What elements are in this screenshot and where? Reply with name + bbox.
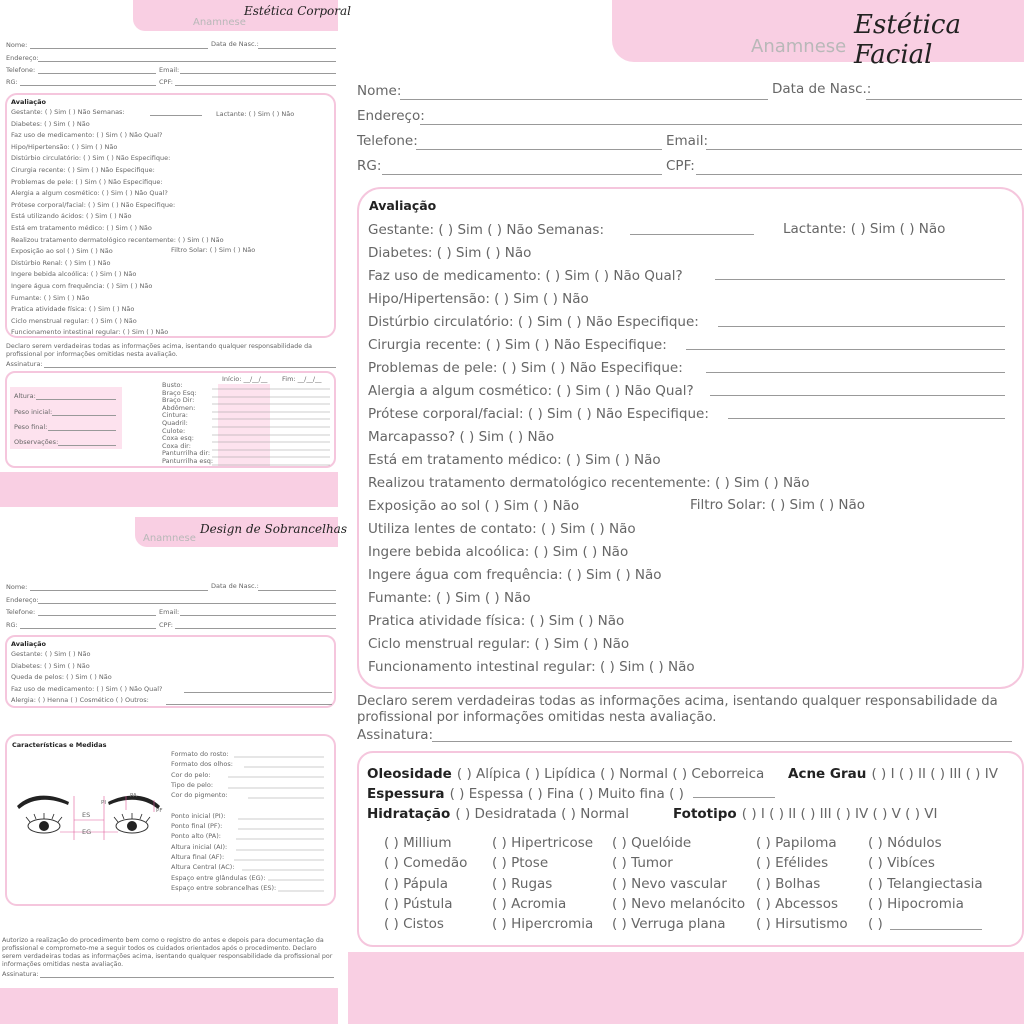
grid-cell[interactable]: ( ) Hirsutismo [756,916,848,933]
list-item[interactable]: Cirurgia recente: ( ) Sim ( ) Não Especifique: [11,165,155,174]
facial-espessura-field[interactable] [693,797,775,798]
sobrancelhas-outros-field[interactable] [166,704,332,705]
facial-outro-field[interactable] [890,929,982,930]
corporal-altura-field[interactable] [36,399,116,400]
list-item[interactable]: Utiliza lentes de contato: ( ) Sim ( ) Não [368,521,636,537]
list-item[interactable]: Está em tratamento médico: ( ) Sim ( ) Não [368,452,661,468]
list-item[interactable]: Ciclo menstrual regular: ( ) Sim ( ) Não [11,316,137,325]
eye-label-pf: PF [156,808,163,814]
list-item: Formato do rosto: [171,750,229,758]
list-item: Altura Central (AC): [171,863,235,872]
list-item[interactable]: Faz uso de medicamento: ( ) Sim ( ) Não Qual? [11,684,163,693]
facial-cpf-label: CPF: [666,158,695,174]
list-item: Ponto inicial (PI): [171,811,226,820]
list-item: Braço Esq: [162,388,197,397]
list-item[interactable]: Está em tratamento médico: ( ) Sim ( ) Não [11,223,152,232]
sobrancelhas-cpf-label: CPF: [159,621,173,629]
list-item: Formato dos olhos: [171,760,233,769]
facial-alergia-field[interactable] [710,395,1005,396]
facial-semanas-field[interactable] [630,234,754,235]
grid-cell[interactable]: ( ) Efélides [756,855,829,872]
list-item[interactable]: Ingere bebida alcoólica: ( ) Sim ( ) Não [368,544,629,560]
sobrancelhas-telefone-label: Telefone: [6,608,36,616]
corporal-observacoes-field[interactable] [58,445,116,446]
list-item[interactable]: Funcionamento intestinal regular: ( ) Sim ( ) Não [11,328,169,337]
corporal-cpf-label: CPF: [159,78,173,86]
corporal-assinatura-label: Assinatura: [6,360,43,368]
list-item: Ponto final (PF): [171,822,223,831]
list-item[interactable]: Alergia a algum cosmético: ( ) Sim ( ) Não Qual? [11,189,168,198]
facial-email-label: Email: [666,133,709,149]
facial-endereco-field[interactable] [420,124,1022,125]
list-item[interactable]: Cirurgia recente: ( ) Sim ( ) Não Especifique: [368,337,667,353]
facial-endereco-label: Endereço: [357,108,425,124]
list-item: Quadril: [162,418,188,427]
corporal-rg-field[interactable] [20,85,156,86]
oleosidade-options[interactable]: ( ) Alípica ( ) Lipídica ( ) Normal ( ) Ceborreica [456,766,765,782]
facial-oleosidade-row [367,763,764,782]
acne-options[interactable]: ( ) I ( ) II ( ) III ( ) IV [871,766,998,782]
list-item: Espaço entre glândulas (EG): [171,873,266,882]
list-item: Culote: [162,426,186,435]
grid-cell[interactable]: ( ) Bolhas [756,875,821,892]
sobrancelhas-email-field[interactable] [180,615,336,616]
list-item[interactable]: Distúrbio Renal: ( ) Sim ( ) Não [11,258,111,267]
list-item[interactable]: Ciclo menstrual regular: ( ) Sim ( ) Não [368,636,630,652]
grid-cell[interactable]: ( ) Cistos [384,916,444,933]
list-item[interactable]: Marcapasso? ( ) Sim ( ) Não [368,429,555,445]
facial-qual-field[interactable] [715,279,1005,280]
sobrancelhas-nome-field[interactable] [30,590,208,591]
list-item[interactable]: Pratica atividade física: ( ) Sim ( ) Não [11,305,135,314]
grid-cell[interactable]: ( ) Hipercromia [492,916,594,933]
list-item: Ponto alto (PA): [171,832,221,841]
corporal-lactante[interactable]: Lactante: ( ) Sim ( ) Não [216,110,295,118]
corporal-email-label: Email: [159,66,180,74]
sobrancelhas-anamnese: Anamnese [143,533,196,544]
oleosidade-label: Oleosidade [367,766,452,782]
facial-telefone-label: Telefone: [357,133,418,149]
list-item[interactable]: Distúrbio circulatório: ( ) Sim ( ) Não Especifique: [11,154,171,163]
corporal-peso-inicial-field[interactable] [52,415,116,416]
fototipo-options[interactable]: ( ) I ( ) II ( ) III ( ) IV ( ) V ( ) VI [741,806,938,822]
facial-protese-field[interactable] [728,418,1005,419]
corporal-footer-band [0,472,338,507]
list-item: Cor do pigmento: [171,791,228,800]
sobrancelhas-footer-band [0,988,338,1024]
facial-hidratacao-row [367,803,629,822]
eye-label-eg: EG [82,828,92,836]
list-item: Braço Dir: [162,396,195,405]
corporal-fim[interactable]: Fim: __/__/__ [282,375,322,383]
corporal-nasc-label: Data de Nasc.: [211,40,259,48]
list-item[interactable]: Gestante: ( ) Sim ( ) Não Semanas: [368,222,604,238]
corporal-avaliacao-title: Avaliação [11,98,46,106]
facial-filtro-solar[interactable]: Filtro Solar: ( ) Sim ( ) Não [690,497,866,513]
grid-cell[interactable]: ( ) Nevo vascular [612,875,727,892]
grid-cell[interactable]: ( ) Nódulos [868,835,942,851]
corporal-email-field[interactable] [180,73,336,74]
corporal-declaro: Declaro serem verdadeiras todas as informações acima, isentando qualquer responsabilidade da profissional por informações omitidas nesta avaliação. [6,343,312,358]
list-item[interactable]: Hipo/Hipertensão: ( ) Sim ( ) Não [368,291,589,307]
list-item[interactable]: Pratica atividade física: ( ) Sim ( ) Não [368,613,625,629]
facial-nasc-label: Data de Nasc.: [772,81,872,97]
list-item[interactable]: Problemas de pele: ( ) Sim ( ) Não Especifique: [368,360,683,376]
grid-cell[interactable]: ( ) [868,916,883,933]
facial-rg-field[interactable] [382,174,662,175]
grid-cell[interactable]: ( ) Verruga plana [612,916,726,933]
grid-cell[interactable]: ( ) Quelóide [612,835,692,851]
sobrancelhas-nasc-field[interactable] [258,590,336,591]
corporal-telefone-label: Telefone: [6,66,36,74]
grid-cell[interactable]: ( ) Comedão [384,855,468,872]
facial-cirurgia-field[interactable] [686,349,1005,350]
facial-espessura-row [367,783,684,802]
facial-assinatura-label: Assinatura: [357,727,434,743]
sobrancelhas-title: Design de Sobrancelhas [200,522,347,536]
grid-cell[interactable]: ( ) Abcessos [756,895,839,912]
grid-column-2 [492,833,593,934]
list-item[interactable]: Alergia a algum cosmético: ( ) Sim ( ) Não Qual? [368,383,694,399]
facial-email-field[interactable] [706,149,1022,150]
corporal-endereco-label: Endereço: [6,54,39,62]
list-item[interactable]: Realizou tratamento dermatológico recentemente: ( ) Sim ( ) Não [368,475,810,491]
list-item[interactable]: Fumante: ( ) Sim ( ) Não [11,293,90,302]
facial-circulatorio-field[interactable] [718,326,1005,327]
corporal-peso-inicial-label: Peso inicial: [14,408,53,416]
sobrancelhas-nome-label: Nome: [6,583,28,591]
list-item[interactable]: Diabetes: ( ) Sim ( ) Não [11,119,90,128]
list-item[interactable]: Faz uso de medicamento: ( ) Sim ( ) Não Qual? [368,268,683,284]
eye-label-pa: PA [130,793,137,799]
corporal-assinatura-field[interactable] [44,367,336,368]
facial-nasc-field[interactable] [866,99,1022,100]
corporal-title: Estética Corporal [244,4,351,18]
eye-label-es: ES [82,811,91,819]
facial-nome-field[interactable] [400,99,768,100]
facial-nome-label: Nome: [357,83,402,99]
list-item: Abdômen: [162,403,196,412]
sobrancelhas-nasc-label: Data de Nasc.: [211,582,259,590]
grid-cell[interactable]: ( ) Hipertricose [492,835,594,851]
list-item[interactable]: Hipo/Hipertensão: ( ) Sim ( ) Não [11,142,118,151]
grid-cell[interactable]: ( ) Nevo melanócito [612,895,746,912]
list-item[interactable]: Gestante: ( ) Sim ( ) Não [11,650,91,658]
list-item: Cintura: [162,411,188,420]
sobrancelhas-avaliacao-title: Avaliação [11,640,46,648]
corporal-anamnese: Anamnese [193,17,246,28]
grid-cell[interactable]: ( ) Vibíces [868,855,935,872]
corporal-telefone-field[interactable] [38,73,156,74]
sobrancelhas-assinatura-field[interactable] [40,977,334,978]
list-item[interactable]: Diabetes: ( ) Sim ( ) Não [368,245,532,261]
espessura-options[interactable]: ( ) Espessa ( ) Fina ( ) Muito fina ( ) [449,786,684,802]
list-item[interactable]: Está utilizando ácidos: ( ) Sim ( ) Não [11,212,132,221]
list-item[interactable]: Gestante: ( ) Sim ( ) Não Semanas: [11,108,125,116]
sobrancelhas-email-label: Email: [159,608,180,616]
facial-avaliacao-title: Avaliação [369,198,437,213]
corporal-peso-final-label: Peso final: [14,423,48,431]
facial-assinatura-field[interactable] [432,741,1012,742]
sobrancelhas-autorizo [2,937,336,969]
hidratacao-options[interactable]: ( ) Desidratada ( ) Normal [455,806,630,822]
list-item: Panturrilha esq: [162,456,214,465]
sobrancelhas-rg-field[interactable] [20,628,156,629]
grid-cell[interactable]: ( ) Acromia [492,895,567,912]
list-item[interactable]: Fumante: ( ) Sim ( ) Não [368,590,531,606]
fototipo-label: Fototipo [673,806,737,822]
facial-footer-band [348,952,1024,1024]
corporal-semanas-field[interactable] [150,115,202,116]
facial-telefone-field[interactable] [416,149,662,150]
corporal-peso-final-field[interactable] [48,430,116,431]
declaro-text: Declaro serem verdadeiras todas as informações acima, isentando qualquer responsabilidade da profissional por informações omitidas nesta avaliação. [2,945,333,968]
list-item[interactable]: Prótese corporal/facial: ( ) Sim ( ) Não Especifique: [11,200,176,209]
facial-title: Estética Facial [854,10,961,70]
list-item[interactable]: Exposição ao sol ( ) Sim ( ) Não [368,498,580,514]
list-item[interactable]: Ingere bebida alcoólica: ( ) Sim ( ) Não [11,270,137,279]
list-item[interactable]: Alergia: ( ) Henna ( ) Cosmético ( ) Outros: [11,696,149,705]
list-item[interactable]: Queda de pelos: ( ) Sim ( ) Não [11,673,112,682]
corporal-nasc-field[interactable] [258,48,336,49]
grid-cell[interactable]: ( ) Rugas [492,875,553,892]
list-item: Altura final (AF): [171,852,225,861]
list-item[interactable]: Ingere água com frequência: ( ) Sim ( ) Não [368,567,662,583]
sobrancelhas-assinatura-label: Assinatura: [2,970,39,978]
facial-anamnese: Anamnese [751,36,847,57]
corporal-inicio[interactable]: Início: __/__/__ [222,375,268,383]
facial-acne-row [788,763,998,782]
list-item: Coxa dir: [162,441,191,450]
list-item[interactable]: Funcionamento intestinal regular: ( ) Sim ( ) Não [368,659,695,675]
list-item: Altura inicial (AI): [171,842,228,851]
grid-cell[interactable]: ( ) Tumor [612,855,673,872]
list-item: Busto: [162,381,183,389]
list-item[interactable]: Diabetes: ( ) Sim ( ) Não [11,661,90,670]
corporal-cpf-field[interactable] [175,85,336,86]
facial-cpf-field[interactable] [696,174,1022,175]
sobrancelhas-cpf-field[interactable] [175,628,336,629]
sobrancelhas-rg-label: RG: [6,621,18,629]
facial-rg-label: RG: [357,158,382,174]
grid-column-4 [756,833,848,934]
list-item[interactable]: Faz uso de medicamento: ( ) Sim ( ) Não Qual? [11,131,163,140]
grid-cell[interactable]: ( ) Papiloma [756,835,837,851]
grid-cell[interactable]: ( ) Ptose [492,855,549,872]
sobrancelhas-endereco-label: Endereço: [6,596,39,604]
facial-avaliacao-list [368,219,810,679]
acne-label: Acne Grau [788,766,867,782]
list-item: Panturrilha dir: [162,449,211,458]
grid-cell[interactable]: ( ) Pústula [384,895,453,912]
list-item[interactable]: Prótese corporal/facial: ( ) Sim ( ) Não Especifique: [368,406,709,422]
grid-cell[interactable]: ( ) Telangiectasia [868,875,983,892]
facial-pele-field[interactable] [706,372,1005,373]
list-item[interactable]: Distúrbio circulatório: ( ) Sim ( ) Não Especifique: [368,314,699,330]
sobrancelhas-avaliacao-list [11,649,163,707]
list-item: Cor do pelo: [171,770,211,779]
sobrancelhas-field-lines[interactable] [228,749,328,894]
corporal-avaliacao-list [11,107,224,339]
autorizo-text: Autorizo a realização do procedimento bem como o registro do antes e depois para documentação da profissional e comprometo-me a seguir todos os cuidados orientados após o procedimento. [2,937,324,952]
corporal-nome-label: Nome: [6,41,28,49]
hidratacao-label: Hidratação [367,806,451,822]
list-item[interactable]: Exposição ao sol ( ) Sim ( ) Não [11,247,113,256]
corporal-rg-label: RG: [6,78,18,86]
facial-lactante[interactable]: Lactante: ( ) Sim ( ) Não [783,221,946,237]
facial-fototipo-row [673,803,938,822]
grid-cell[interactable]: ( ) Pápula [384,875,449,892]
corporal-altura-label: Altura: [14,392,36,400]
grid-cell[interactable]: ( ) Hipocromia [868,895,964,912]
grid-column-3 [612,833,745,934]
list-item: Tipo de pelo: [171,780,214,789]
grid-column-5 [868,833,983,934]
list-item: Coxa esq: [162,434,194,443]
sobrancelhas-caracteristicas-title: Características e Medidas [12,741,107,749]
corporal-medidas-lines[interactable] [212,382,332,468]
eye-label-pi: PI [101,800,106,806]
espessura-label: Espessura [367,786,445,802]
sobrancelhas-endereco-field[interactable] [38,603,336,604]
grid-column-1 [384,833,467,934]
corporal-endereco-field[interactable] [38,61,336,62]
list-item: Espaço entre sobrancelhas (ES): [171,883,277,892]
corporal-nome-field[interactable] [30,48,208,49]
list-item[interactable]: Problemas de pele: ( ) Sim ( ) Não Especifique: [11,177,163,186]
corporal-filtro-solar[interactable]: Filtro Solar: ( ) Sim ( ) Não [171,246,256,254]
sobrancelhas-qual-field[interactable] [184,692,332,693]
corporal-medidas-list [162,382,213,466]
facial-declaro: Declaro serem verdadeiras todas as informações acima, isentando qualquer responsabilidade da profissional por informações omitidas nesta avaliação. [357,694,998,725]
grid-cell[interactable]: ( ) Millium [384,835,452,851]
corporal-observacoes-label: Observações: [14,438,59,446]
list-item[interactable]: Ingere água com frequência: ( ) Sim ( ) Não [11,281,153,290]
list-item[interactable]: Realizou tratamento dermatológico recentemente: ( ) Sim ( ) Não [11,235,224,244]
sobrancelhas-telefone-field[interactable] [38,615,156,616]
